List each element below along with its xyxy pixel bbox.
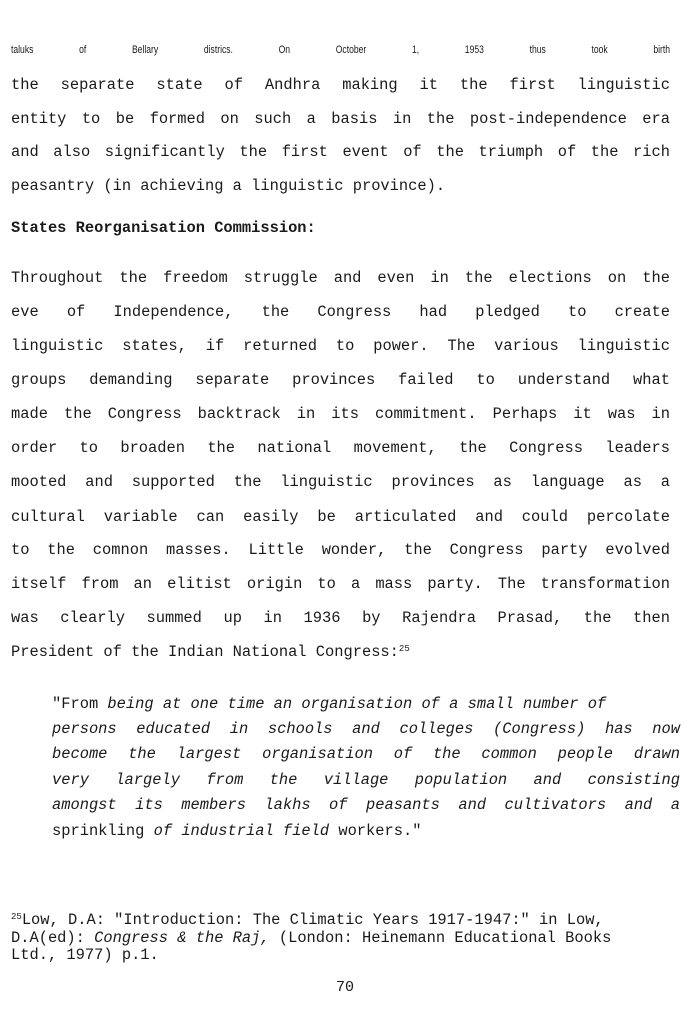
word: districs. [203, 44, 233, 56]
word: took [591, 44, 608, 56]
quote-text: workers." [329, 822, 422, 840]
text-line: entity to be formed on such a basis in the post-independence era [11, 110, 670, 128]
footnote-line [11, 930, 670, 947]
text-line: order to broaden the national movement, the Congress leaders [11, 439, 670, 457]
word: thus [529, 44, 546, 56]
quote-italic: amongst its members lakhs of peasants and cultivators and a [52, 796, 680, 814]
footnote-text: Low, D.A: "Introduction: The Climatic Years 1917-1947:" in Low, [21, 911, 604, 929]
quote-italic: being at one time an organisation of a small number of [107, 695, 607, 713]
text-line: linguistic states, if returned to power. The various linguistic [11, 337, 670, 355]
footnote-text: (London: Heinemann Educational Books [269, 929, 612, 947]
text-line [11, 642, 670, 662]
quote-line [52, 744, 680, 764]
text-line: and also significantly the first event of the triumph of the rich [11, 143, 670, 161]
word: 1953 [464, 44, 484, 56]
quote-line [52, 770, 680, 790]
word: October [335, 44, 367, 56]
quote-text: sprinkling [52, 822, 154, 840]
footnote-line: Ltd., 1977) p.1. [11, 946, 159, 964]
text-line: groups demanding separate provinces failed to understand what [11, 371, 670, 389]
footnote-number: 25 [11, 912, 22, 922]
text-line: itself from an elitist origin to a mass party. The transformation [11, 575, 670, 593]
text-line: to the comnon masses. Little wonder, the Congress party evolved [11, 541, 670, 559]
quote-line [52, 719, 680, 739]
quote-italic: of industrial field [153, 822, 330, 840]
word: On [278, 44, 291, 56]
text-line: Throughout the freedom struggle and even in the elections on the [11, 269, 670, 287]
text-line: eve of Independence, the Congress had pledged to create [11, 303, 670, 321]
quote-line [52, 795, 680, 815]
text-line: mooted and supported the linguistic provinces as language as a [11, 473, 670, 491]
word: of [79, 44, 87, 56]
text-line: peasantry (in achieving a linguistic province). [11, 177, 446, 195]
quote-italic: become the largest organisation of the common people drawn [52, 745, 680, 763]
quote-italic: very largely from the village population and consisting [52, 771, 680, 789]
continuation-line [11, 42, 670, 58]
text-line-content: President of the Indian National Congress: [11, 643, 399, 661]
text-line: cultural variable can easily be articulated and could percolate [11, 508, 670, 526]
quote-italic: persons educated in schools and colleges (Congress) has now [52, 720, 680, 738]
word: birth [653, 44, 671, 56]
text-line: made the Congress backtrack in its commitment. Perhaps it was in [11, 405, 670, 423]
word: taluks [11, 44, 34, 56]
footnote-title: Congress & the Raj, [94, 929, 270, 947]
text-line: was clearly summed up in 1936 by Rajendra Prasad, the then [11, 609, 670, 627]
word: 1, [411, 44, 420, 56]
footnote-reference: 25 [398, 644, 410, 654]
word: Bellary [131, 44, 159, 56]
footnote-line [11, 912, 670, 929]
quote-line [52, 821, 680, 841]
section-heading: States Reorganisation Commission: [11, 219, 316, 237]
quote-text: "From [52, 695, 108, 713]
page-number: 70 [335, 979, 354, 996]
footnote-text: D.A(ed): [11, 929, 95, 947]
quote-line [52, 694, 680, 714]
text-line: the separate state of Andhra making it the first linguistic [11, 76, 670, 94]
